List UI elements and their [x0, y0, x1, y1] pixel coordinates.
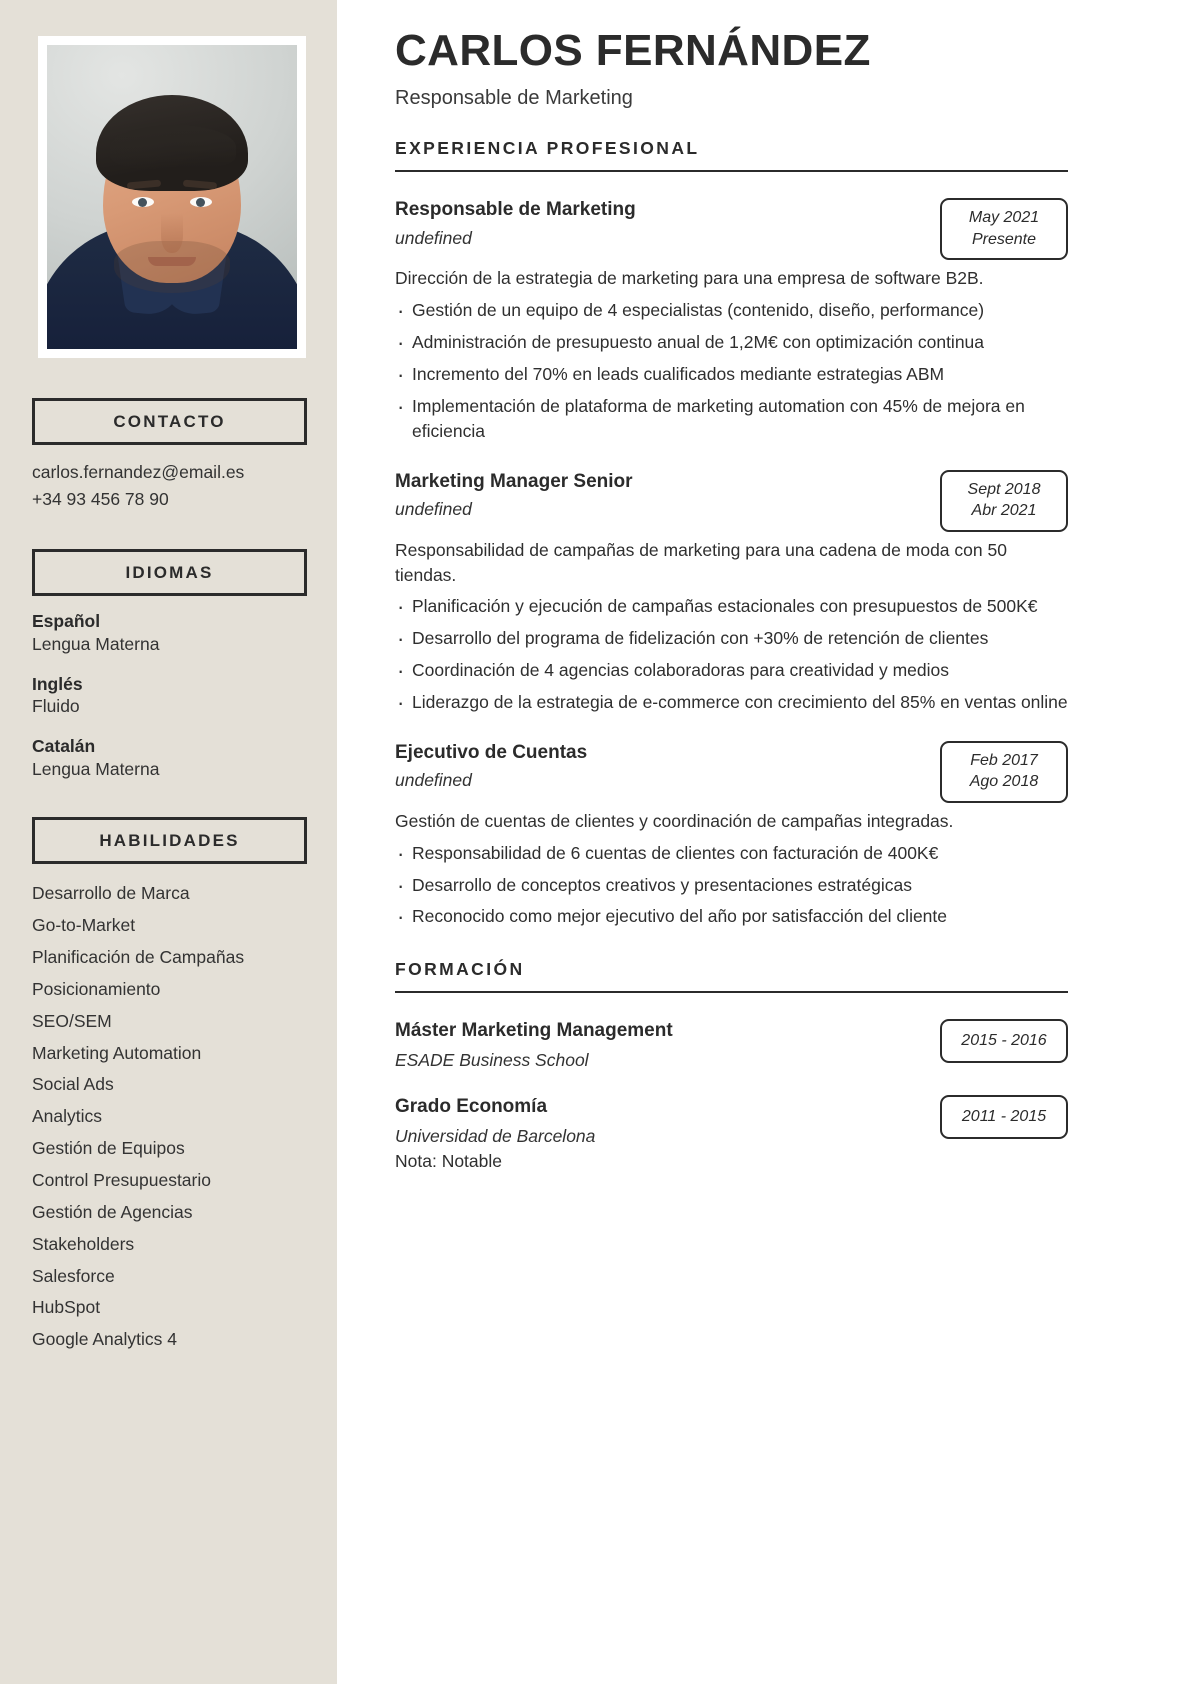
photo-eye-left: [132, 197, 154, 207]
entry-heading-column: [395, 741, 924, 794]
list-item: · Implementación de plataforma de marketing automation con 45% de mejora en eficiencia: [395, 394, 1068, 444]
entry-heading-column: [395, 470, 924, 523]
experience-entry: [395, 198, 1068, 443]
date-badge: [940, 198, 1068, 260]
entry-heading-column: [395, 1095, 924, 1174]
job-title: Ejecutivo de Cuentas: [395, 741, 588, 763]
list-item: · Coordinación de 4 agencias colaboradoras para creatividad y medios: [395, 658, 1068, 683]
education-entry: [395, 1019, 1068, 1073]
date-range: 2015 - 2016: [961, 1032, 1047, 1050]
main-content: [337, 0, 1190, 1684]
entry-heading-column: [395, 198, 924, 251]
experience-section-heading: EXPERIENCIA PROFESIONAL: [395, 138, 1068, 172]
list-item: · Planificación y ejecución de campañas estacionales con presupuestos de 500K€: [395, 594, 1068, 619]
profile-photo-frame: [38, 36, 306, 358]
list-item: · Desarrollo del programa de fidelización con +30% de retención de clientes: [395, 626, 1068, 651]
contact-section-heading: CONTACTO: [32, 398, 307, 445]
list-item: Marketing Automation: [32, 1042, 202, 1063]
list-item: HubSpot: [32, 1297, 101, 1318]
job-description: Gestión de cuentas de clientes y coordinación de campañas integradas.: [395, 810, 954, 831]
entry-header: [395, 1019, 1068, 1073]
experience-entry: [395, 470, 1068, 715]
contact-phone[interactable]: +34 93 456 78 90: [32, 489, 169, 510]
achievement-list: [395, 841, 1068, 930]
date-badge: [940, 1095, 1068, 1139]
list-item: Salesforce: [32, 1265, 115, 1286]
photo-mouth: [148, 257, 196, 266]
list-item: Desarrollo de Marca: [32, 883, 190, 904]
date-range: 2011 - 2015: [961, 1108, 1047, 1126]
grade-note: Nota: Notable: [395, 1151, 503, 1172]
list-item: Google Analytics 4: [32, 1329, 177, 1350]
company-name: undefined: [395, 499, 472, 520]
list-item: Gestión de Equipos: [32, 1138, 185, 1159]
language-name: Inglés: [32, 673, 83, 694]
list-item: Gestión de Agencias: [32, 1201, 193, 1222]
job-description: Dirección de la estrategia de marketing para una empresa de software B2B.: [395, 268, 984, 289]
list-item: Analytics: [32, 1106, 103, 1127]
list-item: · Responsabilidad de 6 cuentas de clientes con facturación de 400K€: [395, 841, 1068, 866]
company-name: undefined: [395, 227, 472, 248]
achievement-list: [395, 594, 1068, 714]
photo-nose: [161, 213, 183, 253]
skills-section-heading: HABILIDADES: [32, 817, 307, 864]
entry-header: [395, 470, 1068, 532]
list-item: Control Presupuestario: [32, 1169, 211, 1190]
list-item: [32, 735, 307, 781]
list-item: · Gestión de un equipo de 4 especialistas (contenido, diseño, performance): [395, 298, 1068, 323]
school-name: Universidad de Barcelona: [395, 1126, 596, 1147]
degree-title: Máster Marketing Management: [395, 1020, 673, 1042]
list-item: Go-to-Market: [32, 915, 136, 936]
school-name: ESADE Business School: [395, 1050, 589, 1071]
sidebar: [0, 0, 337, 1684]
photo-eye-right: [190, 197, 212, 207]
education-entry: [395, 1095, 1068, 1174]
achievement-list: [395, 298, 1068, 443]
page-title: CARLOS FERNÁNDEZ: [395, 26, 871, 75]
list-item: · Liderazgo de la estrategia de e-commerce con crecimiento del 85% en ventas online: [395, 690, 1068, 715]
date-end: Abr 2021: [971, 502, 1037, 520]
languages-list: [32, 610, 307, 781]
date-badge: [940, 741, 1068, 803]
entry-heading-column: [395, 1019, 924, 1073]
job-title: Responsable de Marketing: [395, 199, 636, 221]
list-item: Planificación de Campañas: [32, 947, 245, 968]
date-start: Feb 2017: [970, 751, 1038, 769]
entry-header: [395, 1095, 1068, 1174]
language-level: Lengua Materna: [32, 634, 160, 654]
job-role-subtitle: Responsable de Marketing: [395, 87, 633, 110]
degree-title: Grado Economía: [395, 1096, 548, 1118]
language-level: Fluido: [32, 696, 80, 717]
languages-section-heading: IDIOMAS: [32, 549, 307, 596]
list-item: SEO/SEM: [32, 1010, 112, 1031]
language-level: Lengua Materna: [32, 758, 160, 779]
entry-header: [395, 198, 1068, 260]
date-badge: [940, 470, 1068, 532]
contact-email[interactable]: carlos.fernandez@email.es: [32, 462, 245, 482]
job-title: Marketing Manager Senior: [395, 470, 633, 492]
list-item: Social Ads: [32, 1074, 114, 1095]
list-item: · Incremento del 70% en leads cualificados mediante estrategias ABM: [395, 362, 1068, 387]
list-item: [32, 610, 307, 656]
company-name: undefined: [395, 770, 472, 791]
list-item: · Reconocido como mejor ejecutivo del año por satisfacción del cliente: [395, 904, 1068, 929]
job-description: Responsabilidad de campañas de marketing para una cadena de moda con 50 tiendas.: [395, 539, 1007, 585]
language-name: Catalán: [32, 736, 96, 756]
experience-entry: [395, 741, 1068, 930]
profile-photo: [47, 45, 297, 349]
list-item: Stakeholders: [32, 1233, 135, 1254]
date-end: Ago 2018: [969, 773, 1039, 791]
date-badge: [940, 1019, 1068, 1063]
list-item: · Desarrollo de conceptos creativos y presentaciones estratégicas: [395, 873, 1068, 898]
language-name: Español: [32, 611, 101, 632]
date-start: May 2021: [968, 209, 1040, 227]
list-item: [32, 673, 307, 719]
education-section-heading: FORMACIÓN: [395, 959, 1068, 993]
skills-list: [32, 878, 307, 1356]
date-end: Presente: [971, 230, 1037, 248]
list-item: · Administración de presupuesto anual de 1,2M€ con optimización continua: [395, 330, 1068, 355]
date-start: Sept 2018: [967, 480, 1041, 498]
entry-header: [395, 741, 1068, 803]
list-item: Posicionamiento: [32, 978, 161, 999]
